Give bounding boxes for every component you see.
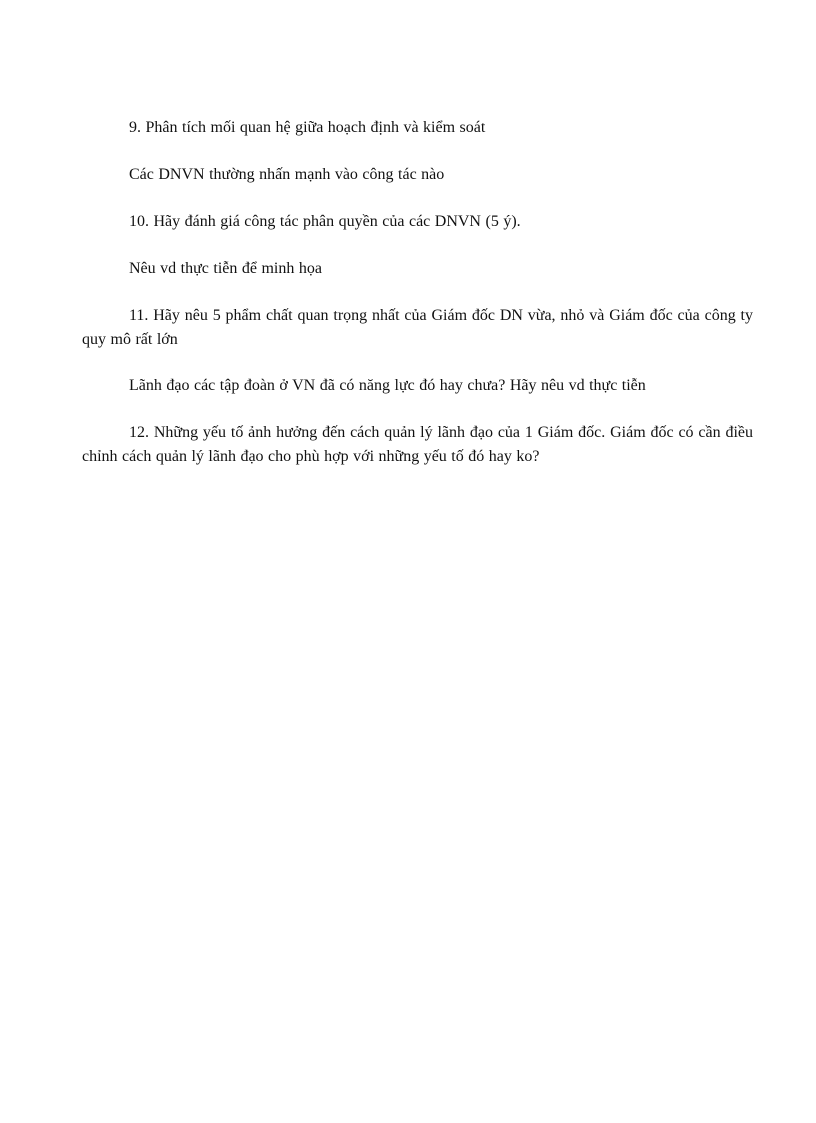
- question-11-followup: Lãnh đạo các tập đoàn ở VN đã có năng lực đó hay chưa? Hãy nêu vd thực tiễn: [129, 377, 646, 394]
- question-9-followup: Các DNVN thường nhấn mạnh vào công tác nào: [129, 166, 445, 183]
- question-10: 10. Hãy đánh giá công tác phân quyền của các DNVN (5 ý).: [129, 213, 521, 230]
- question-11: 11. Hãy nêu 5 phẩm chất quan trọng nhất của Giám đốc DN vừa, nhỏ và Giám đốc của công ty quy mô rất lớn: [82, 307, 753, 348]
- question-9: 9. Phân tích mối quan hệ giữa hoạch định và kiểm soát: [129, 119, 486, 136]
- question-12: 12. Những yếu tố ảnh hưởng đến cách quản lý lãnh đạo của 1 Giám đốc. Giám đốc có cần điều chỉnh cách quản lý lãnh đạo cho phù hợp với những yếu tố đó hay ko?: [82, 424, 753, 465]
- question-10-followup: Nêu vd thực tiễn để minh họa: [129, 260, 322, 277]
- document-body: [82, 116, 753, 491]
